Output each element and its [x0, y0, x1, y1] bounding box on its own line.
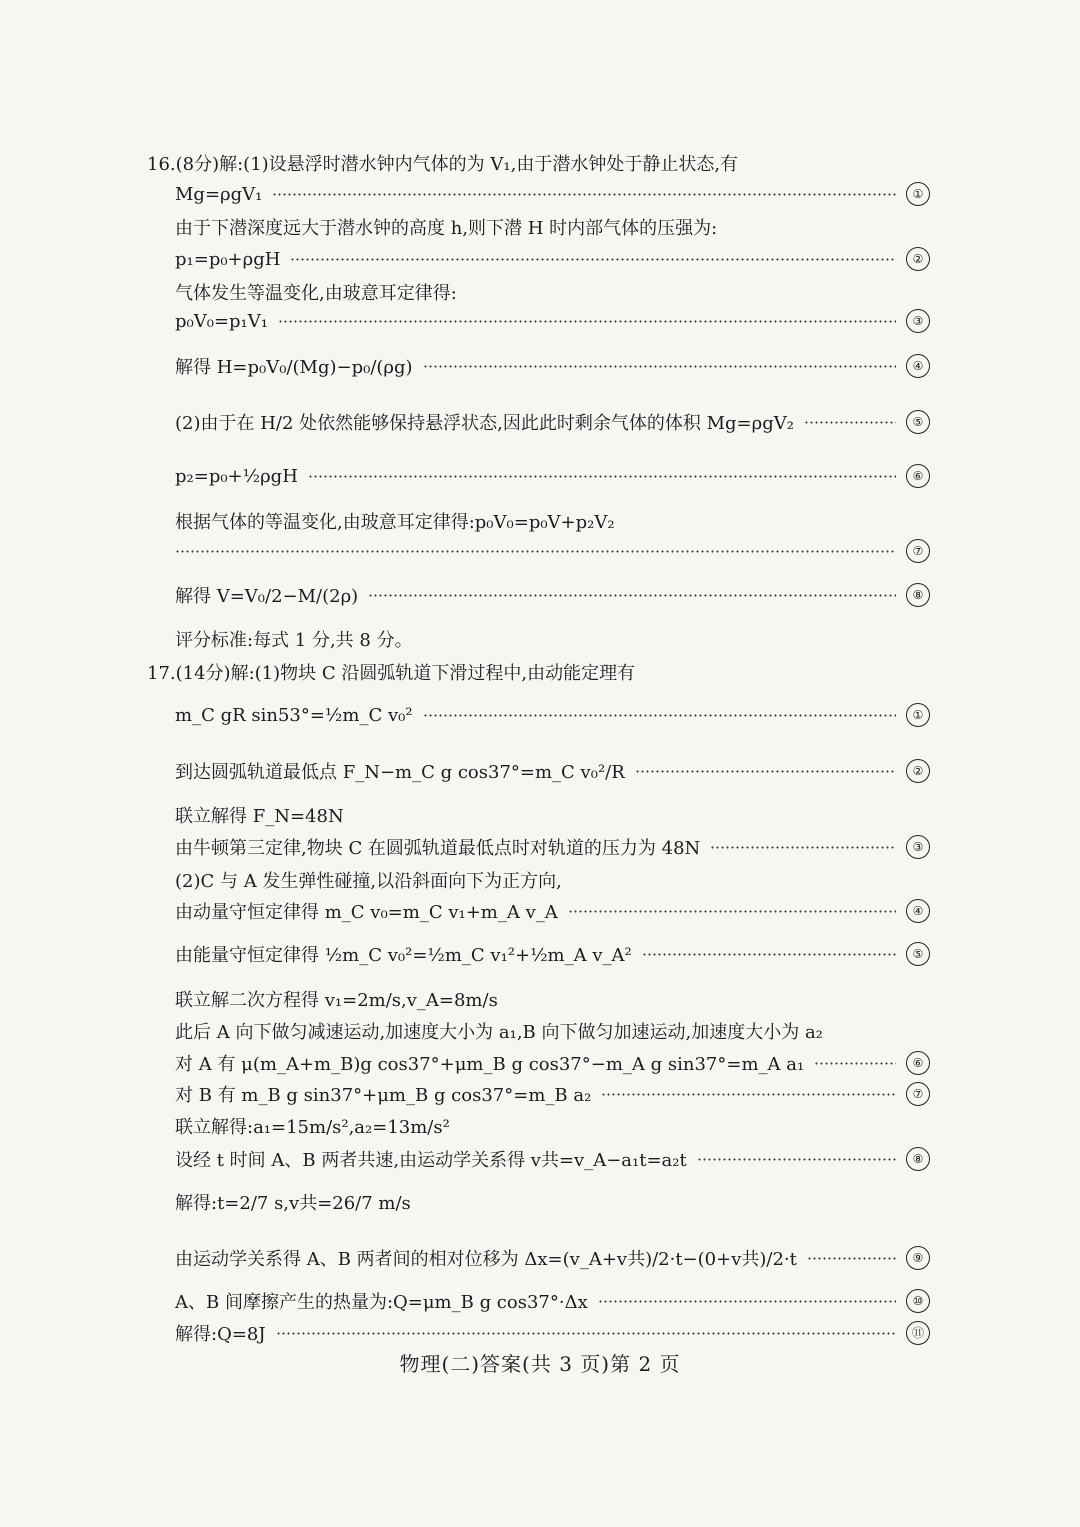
line-text: 对 B 有 m_B g sin37°+μm_B g cos37°=m_B a₂ [175, 1085, 592, 1106]
line-text: 16.(8分)解:(1)设悬浮时潜水钟内气体的为 V₁,由于潜水钟处于静止状态,有 [147, 154, 739, 175]
line-text: 到达圆弧轨道最低点 F_N−m_C g cos37°=m_C v₀²/R [175, 762, 625, 783]
leader-dots [272, 193, 896, 196]
q16-eq7-line [175, 534, 930, 568]
line-text: p₁=p₀+ρgH [175, 248, 281, 270]
line-text: 设经 t 时间 A、B 两者共速,由运动学关系得 v共=v_A−a₁t=a₂t [175, 1150, 687, 1171]
q17-eq1-line [175, 689, 930, 741]
eq-number-2: ② [906, 759, 930, 783]
line-text: 联立解得 F_N=48N [175, 806, 344, 827]
line-text: 由牛顿第三定律,物块 C 在圆弧轨道最低点时对轨道的压力为 48N [175, 838, 701, 859]
q17-text2 [175, 863, 930, 897]
q17-eq5-line [175, 928, 930, 980]
leader-dots [175, 550, 896, 553]
q16-scoring-note [175, 622, 930, 656]
q16-text1 [175, 210, 930, 244]
eq-number-6: ⑥ [906, 1051, 930, 1075]
eq-number-4: ④ [906, 899, 930, 923]
q17-text5 [175, 1109, 930, 1143]
line-text: (2)由于在 H/2 处依然能够保持悬浮状态,因此此时剩余气体的体积 Mg=ρgV₂ [175, 413, 794, 434]
q17-eq10-line [175, 1284, 930, 1318]
line-text: p₂=p₀+½ρgH [175, 465, 298, 487]
line-text: p₀V₀=p₁V₁ [175, 310, 268, 332]
q17-text4 [175, 1014, 930, 1048]
eq-number-8: ⑧ [906, 1147, 930, 1171]
q17-eq8-line [175, 1142, 930, 1176]
leader-dots [710, 846, 896, 849]
leader-dots [423, 365, 896, 368]
q17-text6 [175, 1176, 930, 1228]
leader-dots [635, 770, 896, 773]
eq-number-1: ① [906, 182, 930, 206]
q17-eq3-line [175, 830, 930, 864]
line-text: 解得:Q=8J [175, 1324, 266, 1345]
q17-eq9-line [175, 1232, 930, 1284]
line-text: 17.(14分)解:(1)物块 C 沿圆弧轨道下滑过程中,由动能定理有 [147, 663, 636, 684]
eq-number-2: ② [906, 247, 930, 271]
leader-dots [290, 258, 896, 261]
line-text: 解得:t=2/7 s,v共=26/7 m/s [175, 1193, 411, 1214]
leader-dots [601, 1093, 896, 1096]
eq-number-3: ③ [906, 835, 930, 859]
eq-number-1: ① [906, 703, 930, 727]
eq-number-5: ⑤ [906, 410, 930, 434]
q17-eq11-line [175, 1316, 930, 1350]
q16-eq4-line [175, 340, 930, 392]
line-text: 气体发生等温变化,由玻意耳定律得: [175, 283, 457, 304]
eq-number-7: ⑦ [906, 1082, 930, 1106]
q16-eq2-line [175, 242, 930, 276]
q16-eq8-line [175, 569, 930, 621]
leader-dots [276, 1332, 896, 1335]
line-text: (2)C 与 A 发生弹性碰撞,以沿斜面向下为正方向, [175, 871, 562, 892]
line-text: 由动量守恒定律得 m_C v₀=m_C v₁+m_A v_A [175, 902, 558, 923]
leader-dots [697, 1158, 896, 1161]
q16-heading [147, 146, 930, 180]
q16-eq1: Mg=ρgV₁ [175, 183, 263, 205]
q17-eq7-line [175, 1077, 930, 1111]
line-text: 由运动学关系得 A、B 两者间的相对位移为 Δx=(v_A+v共)/2·t−(0+v共)/2·t [175, 1249, 797, 1270]
q17-text1 [175, 798, 930, 832]
leader-dots [278, 320, 896, 323]
eq-number-3: ③ [906, 309, 930, 333]
q17-eq4-line [175, 894, 930, 928]
leader-dots [568, 910, 896, 913]
line-text: 根据气体的等温变化,由玻意耳定律得:p₀V₀=p₀V+p₂V₂ [175, 512, 615, 533]
eq-number-11: ⑪ [906, 1321, 930, 1345]
eq-number-6: ⑥ [906, 464, 930, 488]
line-text: 此后 A 向下做匀减速运动,加速度大小为 a₁,B 向下做匀加速运动,加速度大小为 a₂ [175, 1022, 823, 1043]
eq-number-5: ⑤ [906, 942, 930, 966]
q17-eq2-line [175, 745, 930, 797]
line-text: A、B 间摩擦产生的热量为:Q=μm_B g cos37°·Δx [175, 1292, 588, 1313]
line-text: 解得 H=p₀V₀/(Mg)−p₀/(ρg) [175, 357, 413, 378]
eq-number-9: ⑨ [906, 1246, 930, 1270]
line-text: 对 A 有 μ(m_A+m_B)g cos37°+μm_B g cos37°−m_A g sin37°=m_A a₁ [175, 1054, 805, 1075]
leader-dots [598, 1300, 896, 1303]
line-text: 由于下潜深度远大于潜水钟的高度 h,则下潜 H 时内部气体的压强为: [175, 218, 718, 239]
q17-text3 [175, 982, 930, 1016]
eq-number-10: ⑩ [906, 1289, 930, 1313]
leader-dots [814, 1062, 896, 1065]
line-text: m_C gR sin53°=½m_C v₀² [175, 704, 413, 726]
leader-dots [807, 1257, 896, 1260]
line-text: 解得 V=V₀/2−M/(2ρ) [175, 586, 359, 607]
line-text: 联立解二次方程得 v₁=2m/s,v_A=8m/s [175, 990, 498, 1011]
eq-number-8: ⑧ [906, 583, 930, 607]
q16-eq5-line [175, 396, 930, 448]
leader-dots [423, 714, 896, 717]
q17-eq6-line [175, 1046, 930, 1080]
leader-dots [804, 421, 896, 424]
q16-eq1-line [175, 177, 930, 211]
line-text: 由能量守恒定律得 ½m_C v₀²=½m_C v₁²+½m_A v_A² [175, 945, 632, 966]
q16-eq6-line [175, 450, 930, 502]
eq-number-7: ⑦ [906, 539, 930, 563]
leader-dots [308, 475, 896, 478]
page-footer: 物理(二)答案(共 3 页)第 2 页 [399, 1352, 681, 1376]
eq-number-4: ④ [906, 354, 930, 378]
leader-dots [642, 953, 896, 956]
q17-heading [147, 655, 930, 689]
leader-dots [368, 594, 896, 597]
line-text: 评分标准:每式 1 分,共 8 分。 [175, 630, 413, 651]
line-text: 联立解得:a₁=15m/s²,a₂=13m/s² [175, 1117, 450, 1138]
q16-text3 [175, 504, 930, 538]
q16-eq3-line [175, 304, 930, 338]
